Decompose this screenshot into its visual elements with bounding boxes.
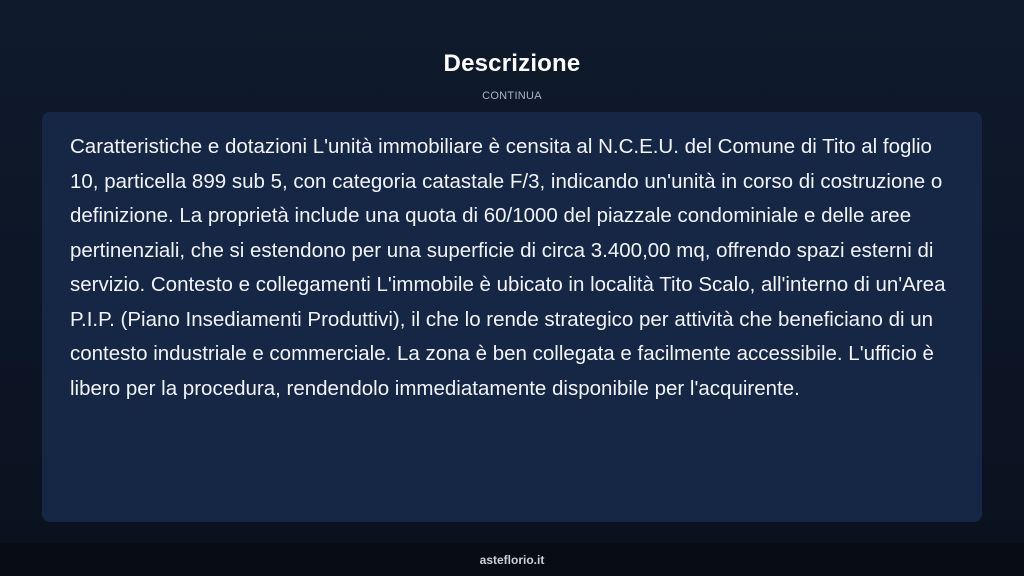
description-text: Caratteristiche e dotazioni L'unità immobiliare è censita al N.C.E.U. del Comune di Tito al foglio 10, particella 899 sub 5, con categoria catastale F/3, indicando un'unità in corso di costruzione o definizione. La proprietà include una quota di 60/1000 del piazzale condominiale e delle aree pertinenziali, che si estendono per una superficie di circa 3.400,00 mq, offrendo spazi esterni di servizio. Contesto e collegamenti L'immobile è ubicato in località Tito Scalo, all'interno di un'Area P.I.P. (Piano Insediamenti Produttivi), il che lo rende strategico per attività che beneficiano di un contesto industriale e commerciale. La zona è ben collegata e facilmente accessibile. L'ufficio è libero per la procedura, rendendolo immediatamente disponibile per l'acquirente. [70,135,946,400]
footer-site-label: asteflorio.it [479,553,545,567]
page-title: Descrizione [443,50,581,77]
description-card [42,112,982,522]
page-subtitle: CONTINUA [482,90,542,102]
